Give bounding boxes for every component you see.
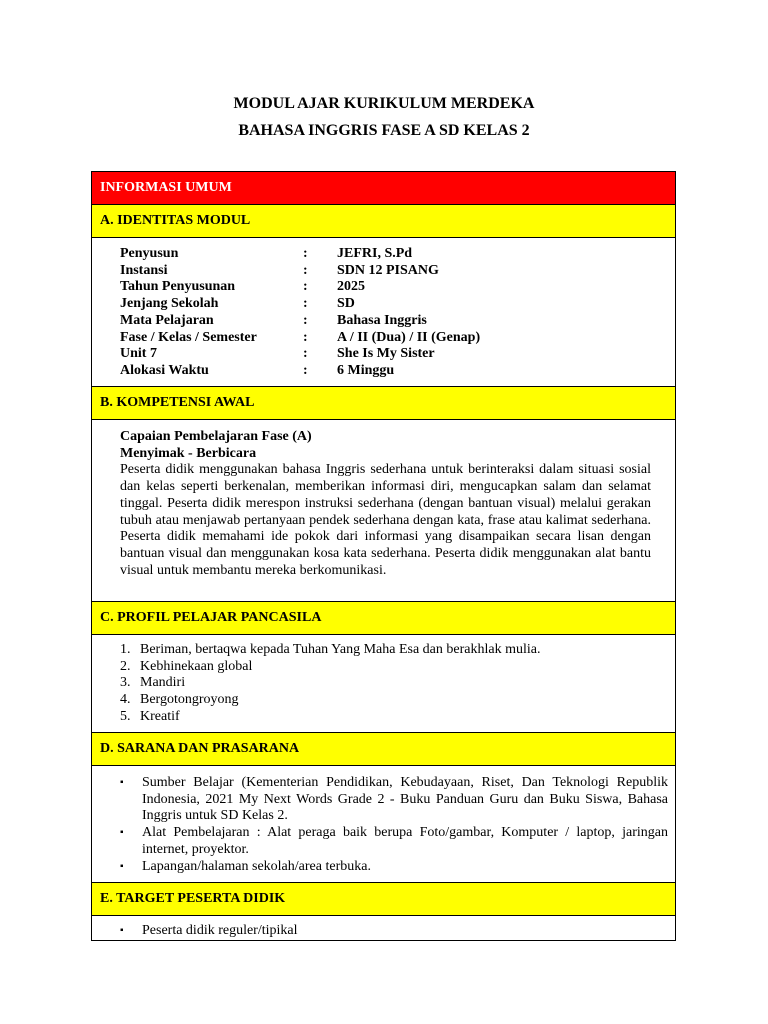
identity-value: SD: [337, 296, 355, 312]
square-bullet-icon: ▪: [120, 925, 124, 936]
identity-colon: :: [303, 246, 308, 261]
list-text: Sumber Belajar (Kementerian Pendidikan, Kebudayaan, Riset, Dan Teknologi Republik Indonesia, 2021 My Next Words Grade 2 - Buku Panduan Guru dan Buku Siswa, Bahasa Inggris untuk SD Kelas 2.: [142, 775, 668, 824]
identity-colon: :: [303, 262, 308, 278]
identity-value: JEFRI, S.Pd: [337, 246, 413, 261]
list-item: [120, 859, 668, 876]
sarana-prasarana-header: D. SARANA DAN PRASARANA: [92, 733, 675, 766]
list-text: Beriman, bertaqwa kepada Tuhan Yang Maha Esa dan berakhlak mulia.: [140, 642, 541, 657]
identity-label: Mata Pelajaran: [120, 312, 214, 328]
list-number: 2.: [120, 658, 131, 674]
capaian-heading: Capaian Pembelajaran Fase (A): [120, 429, 312, 444]
list-item: [120, 709, 655, 726]
square-bullet-icon: ▪: [120, 860, 124, 872]
kompetensi-awal-header: B. KOMPETENSI AWAL: [92, 387, 675, 420]
identity-value: Bahasa Inggris: [337, 312, 427, 328]
identity-colon: :: [303, 346, 308, 362]
list-item: [120, 675, 655, 692]
identity-colon: :: [303, 312, 308, 328]
list-number: 1.: [120, 642, 131, 657]
identity-value: A / II (Dua) / II (Genap): [337, 329, 481, 345]
identity-label: Penyusun: [120, 246, 179, 261]
target-peserta-header: E. TARGET PESERTA DIDIK: [92, 883, 675, 916]
list-text: Kreatif: [140, 708, 180, 724]
square-bullet-icon: ▪: [120, 827, 124, 839]
info-table: [91, 171, 676, 941]
list-text: Lapangan/halaman sekolah/area terbuka.: [142, 858, 371, 874]
identity-row: [120, 346, 675, 363]
identity-label: Unit 7: [120, 346, 157, 362]
identity-value: SDN 12 PISANG: [337, 262, 439, 278]
list-item: [120, 692, 655, 709]
kompetensi-paragraph: Peserta didik menggunakan bahasa Inggris sederhana untuk berinteraksi dalam situasi sosial dan kelas seperti berkenalan, memberikan informasi diri, mengucapkan salam dan selamat tinggal. Peserta didik merespon instruksi sederhana (dengan bantuan visual) melalui gerakan tubuh atau menjawab pertanyaan pendek sederhana dengan kata, frase atau kalimat sederhana. Peserta didik memahami ide pokok dari informasi yang disampaikan secara lisan dengan bantuan visual dan menggunakan kosa kata sederhana. Peserta didik menggunakan alat bantu visual untuk membantu mereka berkomunikasi.: [120, 462, 651, 578]
identity-row: [120, 279, 675, 296]
identitas-modul-header: A. IDENTITAS MODUL: [92, 205, 675, 238]
menyimak-heading: Menyimak - Berbicara: [120, 445, 257, 461]
identity-row: [120, 246, 675, 263]
identity-label: Fase / Kelas / Semester: [120, 329, 257, 345]
sarana-prasarana-section: [92, 766, 675, 883]
identity-label: Alokasi Waktu: [120, 362, 209, 378]
profil-pelajar-section: [92, 635, 675, 733]
document-subtitle: BAHASA INGGRIS FASE A SD KELAS 2: [238, 122, 530, 139]
identity-row: [120, 363, 675, 380]
target-peserta-section: [92, 916, 675, 940]
list-item: [120, 775, 668, 825]
identity-value: 2025: [337, 279, 365, 295]
list-item: [120, 923, 668, 940]
profil-pelajar-header: C. PROFIL PELAJAR PANCASILA: [92, 602, 675, 635]
identity-colon: :: [303, 329, 308, 345]
square-bullet-icon: ▪: [120, 777, 124, 788]
identity-label: Instansi: [120, 262, 168, 278]
list-item: [120, 642, 655, 659]
identity-label: Jenjang Sekolah: [120, 296, 219, 312]
identity-value: She Is My Sister: [337, 346, 435, 362]
list-text: Kebhinekaan global: [140, 658, 253, 674]
list-number: 3.: [120, 675, 131, 691]
identitas-modul-section: [92, 238, 675, 387]
list-text: Peserta didik reguler/tipikal: [142, 923, 298, 938]
identity-row: [120, 313, 675, 330]
list-text: Bergotongroyong: [140, 692, 239, 708]
identity-colon: :: [303, 296, 308, 312]
identity-label: Tahun Penyusunan: [120, 279, 236, 295]
identity-colon: :: [303, 279, 308, 295]
identity-row: [120, 296, 675, 313]
identity-value: 6 Minggu: [337, 362, 395, 378]
identity-row: [120, 330, 675, 347]
identity-row: [120, 263, 675, 280]
list-item: [120, 659, 655, 676]
identity-colon: :: [303, 362, 308, 378]
list-text: Alat Pembelajaran : Alat peraga baik berupa Foto/gambar, Komputer / laptop, jaringan internet, proyektor.: [142, 825, 668, 857]
list-number: 4.: [120, 692, 131, 708]
informasi-umum-header: INFORMASI UMUM: [92, 172, 675, 205]
list-text: Mandiri: [140, 675, 186, 691]
list-number: 5.: [120, 708, 131, 724]
kompetensi-awal-section: [92, 420, 675, 602]
document-title: MODUL AJAR KURIKULUM MERDEKA: [233, 95, 535, 112]
list-item: [120, 825, 668, 858]
